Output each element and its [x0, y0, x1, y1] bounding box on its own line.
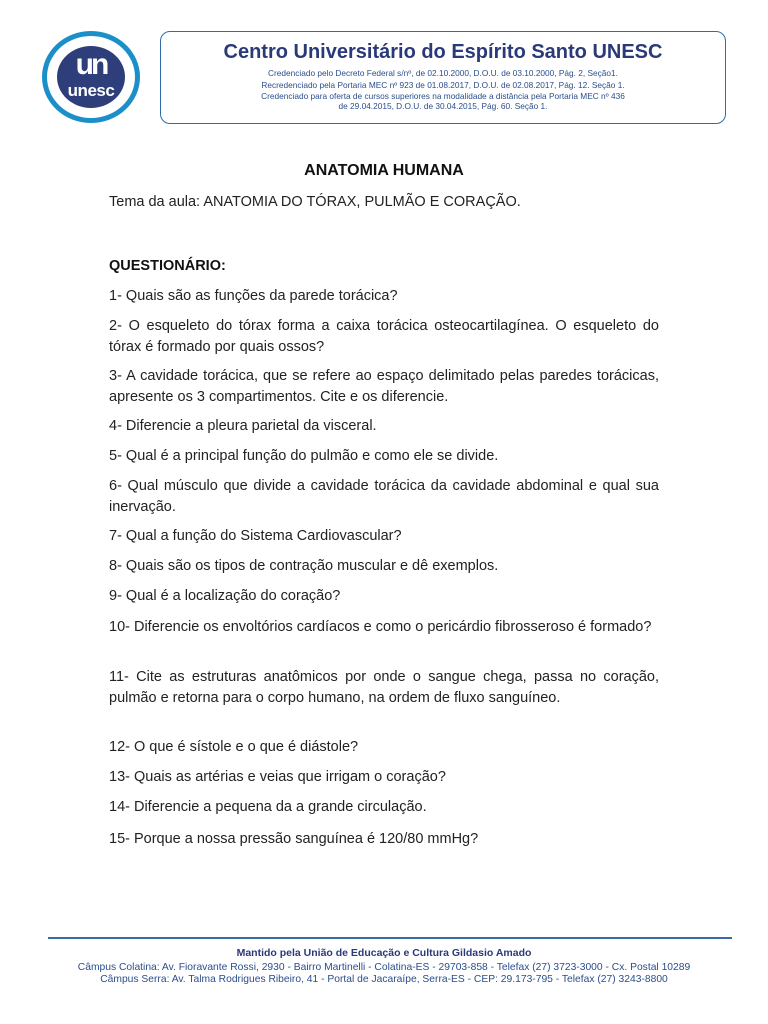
question-5: 5- Qual é a principal função do pulmão e como ele se divide.: [109, 448, 499, 464]
question-13: 13- Quais as artérias e veias que irrigam o coração?: [109, 769, 446, 785]
footer-campus-serra: Câmpus Serra: Av. Talma Rodrigues Ribeiro, 41 - Portal de Jacaraípe, Serra-ES - CEP: 29.173-795 - Telefax (27) 3243-8800: [100, 974, 668, 985]
credential-line-4: de 29.04.2015, D.O.U. de 30.04.2015, Pág. 60. Seção 1.: [338, 101, 548, 111]
institution-name: Centro Universitário do Espírito Santo UNESC: [223, 41, 663, 63]
questionnaire-heading: QUESTIONÁRIO:: [109, 258, 226, 274]
question-12: 12- O que é sístole e o que é diástole?: [109, 739, 359, 755]
unesc-logo-badge: [57, 46, 125, 108]
question-4: 4- Diferencie a pleura parietal da visceral.: [109, 418, 377, 434]
footer-divider: [48, 937, 732, 939]
institution-header: [160, 31, 726, 124]
question-7: 7- Qual a função do Sistema Cardiovascular?: [109, 528, 402, 544]
credential-line-2: Recredenciado pela Portaria MEC nº 923 de 01.08.2017, D.O.U. de 02.08.2017, Pág. 12. Seção 1.: [261, 80, 625, 90]
question-11: 11- Cite as estruturas anatômicos por onde o sangue chega, passa no coração, pulmão e retorna para o corpo humano, na ordem de fluxo sanguíneo.: [109, 669, 659, 706]
question-10: 10- Diferencie os envoltórios cardíacos e como o pericárdio fibrosseroso é formado?: [109, 619, 652, 635]
question-2: 2- O esqueleto do tórax forma a caixa torácica osteocartilagínea. O esqueleto do tórax é formado por quais ossos?: [109, 318, 659, 355]
question-1: 1- Quais são as funções da parede torácica?: [109, 288, 398, 304]
question-8: 8- Quais são os tipos de contração muscular e dê exemplos.: [109, 558, 499, 574]
credential-line-3: Credenciado para oferta de cursos superiores na modalidade a distância pela Portaria MEC nº 436: [261, 91, 625, 101]
logo-top-text: un: [75, 48, 107, 81]
footer-campus-colatina: Câmpus Colatina: Av. Fioravante Rossi, 2930 - Bairro Martinelli - Colatina-ES - 29703-858 - Telefax (27) 3723-3000 - Cx. Postal 10289: [77, 962, 691, 973]
question-6: 6- Qual músculo que divide a cavidade torácica da cavidade abdominal e qual sua inervação.: [109, 478, 659, 515]
footer-maintainer: Mantido pela União de Educação e Cultura Gildasio Amado: [236, 947, 532, 959]
logo-bottom-text: unesc: [67, 81, 115, 100]
credential-line-1: Credenciado pelo Decreto Federal s/nº, de 02.10.2000, D.O.U. de 03.10.2000, Pág. 2, Seção1.: [268, 68, 618, 78]
question-3: 3- A cavidade torácica, que se refere ao espaço delimitado pelas paredes torácicas, apresente os 3 compartimentos. Cite e os diferencie.: [109, 368, 659, 405]
question-15: 15- Porque a nossa pressão sanguínea é 120/80 mmHg?: [109, 831, 479, 847]
lesson-theme: Tema da aula: ANATOMIA DO TÓRAX, PULMÃO E CORAÇÃO.: [109, 194, 521, 210]
question-9: 9- Qual é a localização do coração?: [109, 588, 341, 604]
question-14: 14- Diferencie a pequena da a grande circulação.: [109, 799, 427, 815]
unesc-logo: [42, 31, 140, 123]
document-title: ANATOMIA HUMANA: [304, 162, 464, 179]
